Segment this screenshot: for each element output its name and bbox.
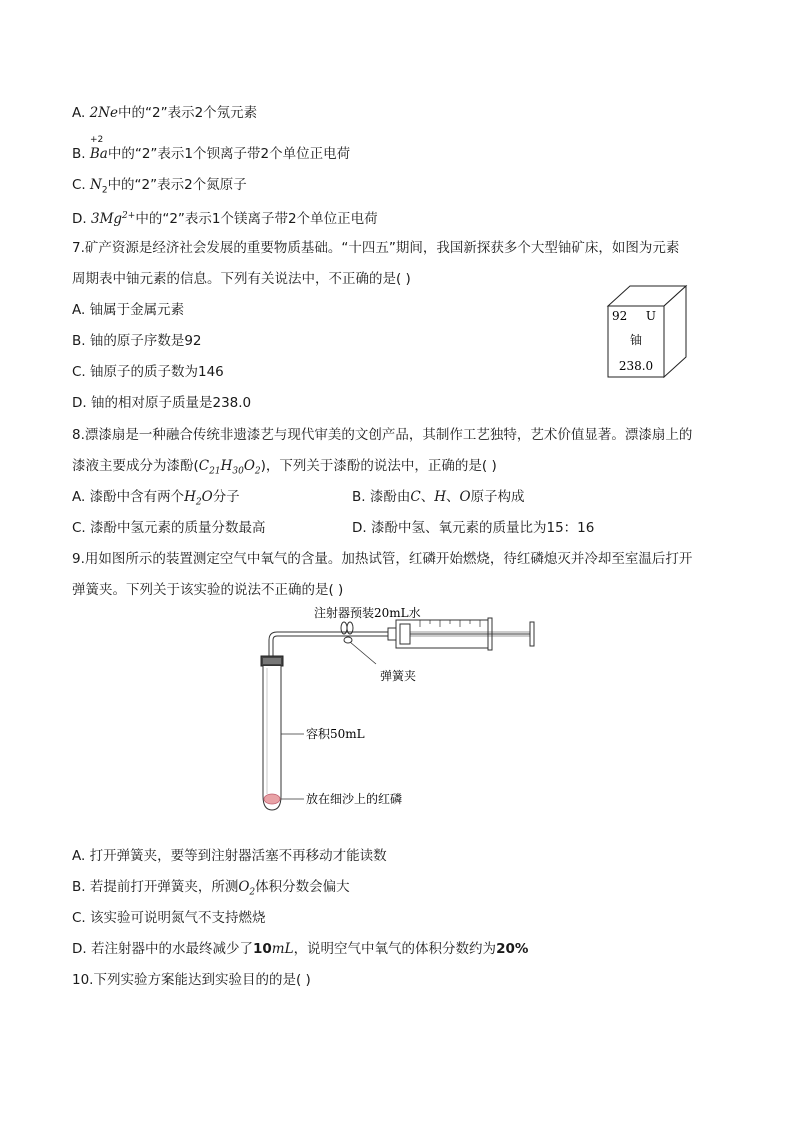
formula: 2Ne (89, 105, 118, 121)
option-text: 中的“2”表示2个氮原子 (107, 177, 247, 193)
q7-option-d: D. 铀的相对原子质量是238.0 (72, 395, 252, 411)
q9-option-d: D. 若注射器中的水最终减少了10mL，说明空气中氧气的体积分数约为20% (72, 941, 529, 957)
clamp-label: 弹簧夹 (380, 669, 417, 683)
q8-stem-line2: 漆液主要成分为漆酚$(C_{21}H_{30}O_2)$，下列关于漆酚的说法中，正确的是( ) (72, 458, 497, 477)
test-tube-icon (263, 666, 281, 810)
q9-option-b: B. 若提前打开弹簧夹，所测$O_2$体积分数会偏大 (72, 879, 350, 898)
q7-stem-line2: 周期表中铀元素的信息。下列有关说法中，不正确的是( ) (72, 271, 411, 287)
q6-option-b (72, 145, 350, 163)
element-name: 铀 (629, 333, 643, 347)
q9-option-a: A. 打开弹簧夹，要等到注射器活塞不再移动才能读数 (72, 848, 387, 864)
option-text: 中的“2”表示2个氖元素 (118, 105, 258, 121)
q8-option-a: A. 漆酚中含有两个$H_2O$分子 (72, 489, 240, 508)
q9-stem-line1: 9.用如图所示的装置测定空气中氧气的含量。加热试管，红磷开始燃烧，待红磷熄灭并冷却至室温后打开 (72, 551, 693, 567)
q10-stem: 10.下列实验方案能达到实验目的的是( ) (72, 972, 311, 988)
q6-option-a (72, 104, 257, 122)
option-text: 中的“2”表示1个镁离子带2个单位正电荷 (135, 211, 378, 227)
q8-option-d: D. 漆酚中氢、氧元素的质量比为15：16 (352, 520, 595, 536)
atomic-number: 92 (612, 309, 628, 323)
formula: Ba (89, 146, 108, 162)
q7-option-b: B. 铀的原子序数是92 (72, 333, 202, 349)
urushiol-formula: $C_{21}H_{30}O_2$ (198, 458, 261, 477)
syringe-label: 注射器预装20mL水 (314, 606, 421, 620)
barium-charge: +2 (90, 135, 104, 145)
option-label: B. (72, 146, 90, 162)
option-label: D. (72, 211, 91, 227)
phosphorus-label: 放在细沙上的红磷 (306, 792, 403, 806)
option-label: A. (72, 105, 90, 121)
q6-option-d: D. $3Mg^{2+}$中的“2”表示1个镁离子带2个单位正电荷 (72, 211, 378, 227)
q7-option-a: A. 铀属于金属元素 (72, 302, 185, 318)
q6-option-c: C. $N_2$中的“2”表示2个氮原子 (72, 177, 247, 196)
q8-stem-line1: 8.漂漆扇是一种融合传统非遗漆艺与现代审美的文创产品，其制作工艺独特，艺术价值显著。漂漆扇上的 (72, 427, 693, 443)
uranium-element-cell (600, 282, 700, 382)
option-label: C. (72, 177, 91, 193)
volume-label: 容积50mL (306, 727, 365, 741)
option-text: 中的“2”表示1个钡离子带2个单位正电荷 (107, 146, 351, 162)
atomic-mass: 238.0 (618, 359, 654, 373)
element-symbol: U (645, 309, 656, 323)
formula: 3Mg (90, 211, 123, 227)
oxygen-experiment-diagram (240, 600, 560, 820)
formula: N (90, 177, 102, 193)
q8-option-b: B. 漆酚由C、H、O原子构成 (352, 489, 525, 505)
q9-stem-line2: 弹簧夹。下列关于该实验的说法不正确的是( ) (72, 582, 344, 598)
q8-option-c: C. 漆酚中氢元素的质量分数最高 (72, 520, 266, 536)
q7-stem-line1: 7.矿产资源是经济社会发展的重要物质基础。“十四五”期间，我国新探获多个大型铀矿床，如图为元素 (72, 240, 680, 256)
q7-option-c: C. 铀原子的质子数为146 (72, 364, 224, 380)
red-phosphorus-icon (264, 794, 280, 804)
q9-option-c: C. 该实验可说明氮气不支持燃烧 (72, 910, 266, 926)
syringe-icon (388, 628, 396, 640)
